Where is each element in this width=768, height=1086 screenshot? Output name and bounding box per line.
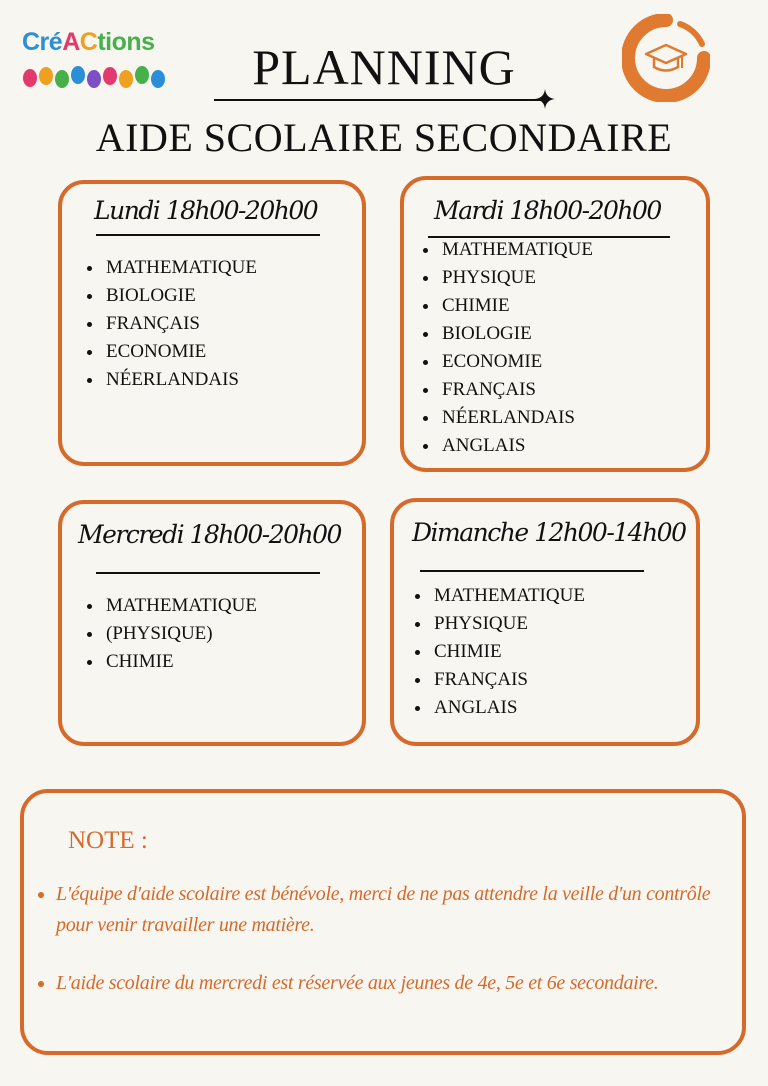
- list-item: • MATHEMATIQUE: [440, 236, 593, 264]
- page-subtitle: AIDE SCOLAIRE SECONDAIRE: [95, 115, 673, 160]
- subject-list: [412, 582, 585, 722]
- schedule-card-mardi: [400, 176, 710, 472]
- logo-text-part: Cré: [22, 28, 63, 56]
- list-item: • PHYSIQUE: [440, 264, 593, 292]
- list-item: • NÉERLANDAIS: [440, 404, 593, 432]
- list-item: • ANGLAIS: [440, 432, 593, 460]
- list-item: • BIOLOGIE: [104, 282, 257, 310]
- schedule-card-lundi: [58, 180, 366, 466]
- list-item: • ECONOMIE: [440, 348, 593, 376]
- list-item: • CHIMIE: [432, 638, 585, 666]
- list-item: • ANGLAIS: [432, 694, 585, 722]
- list-item: • NÉERLANDAIS: [104, 366, 257, 394]
- title-divider: [214, 99, 544, 101]
- schedule-heading: Dimanche 12h00-14h00: [412, 518, 686, 547]
- list-item: • PHYSIQUE: [432, 610, 585, 638]
- heading-divider: [96, 234, 320, 236]
- list-item: • ECONOMIE: [104, 338, 257, 366]
- heading-divider: [420, 570, 644, 572]
- list-item: • (PHYSIQUE): [104, 620, 257, 648]
- list-item: • FRANÇAIS: [440, 376, 593, 404]
- note-item: • L'aide scolaire du mercredi est réservée aux jeunes de 4e, 5e et 6e secondaire.: [56, 968, 746, 999]
- schedule-heading: Lundi 18h00-20h00: [94, 196, 318, 225]
- logo-text-part: A: [62, 28, 80, 56]
- page-title: PLANNING: [252, 39, 516, 95]
- note-item: • L'équipe d'aide scolaire est bénévole, merci de ne pas attendre la veille d'un contrôle pour venir travailler une matière.: [56, 879, 746, 941]
- note-list: [36, 879, 746, 1026]
- sparkle-icon: [535, 89, 555, 109]
- list-item: • FRANÇAIS: [104, 310, 257, 338]
- subject-list: [420, 236, 593, 460]
- note-title: NOTE :: [68, 827, 148, 854]
- schedule-card-dimanche: [390, 498, 700, 746]
- list-item: • MATHEMATIQUE: [432, 582, 585, 610]
- list-item: • MATHEMATIQUE: [104, 592, 257, 620]
- subject-list: [84, 254, 257, 394]
- list-item: • CHIMIE: [440, 292, 593, 320]
- logo-text-part: tions: [97, 28, 155, 56]
- logo-text-part: C: [79, 28, 98, 56]
- list-item: • MATHEMATIQUE: [104, 254, 257, 282]
- list-item: • CHIMIE: [104, 648, 257, 676]
- heading-divider: [96, 572, 320, 574]
- list-item: • FRANÇAIS: [432, 666, 585, 694]
- note-box: [20, 789, 746, 1055]
- subject-list: [84, 592, 257, 676]
- schedule-heading: Mardi 18h00-20h00: [434, 196, 661, 225]
- list-item: • BIOLOGIE: [440, 320, 593, 348]
- schedule-heading: Mercredi 18h00-20h00: [78, 520, 341, 549]
- schedule-card-mercredi: [58, 500, 366, 746]
